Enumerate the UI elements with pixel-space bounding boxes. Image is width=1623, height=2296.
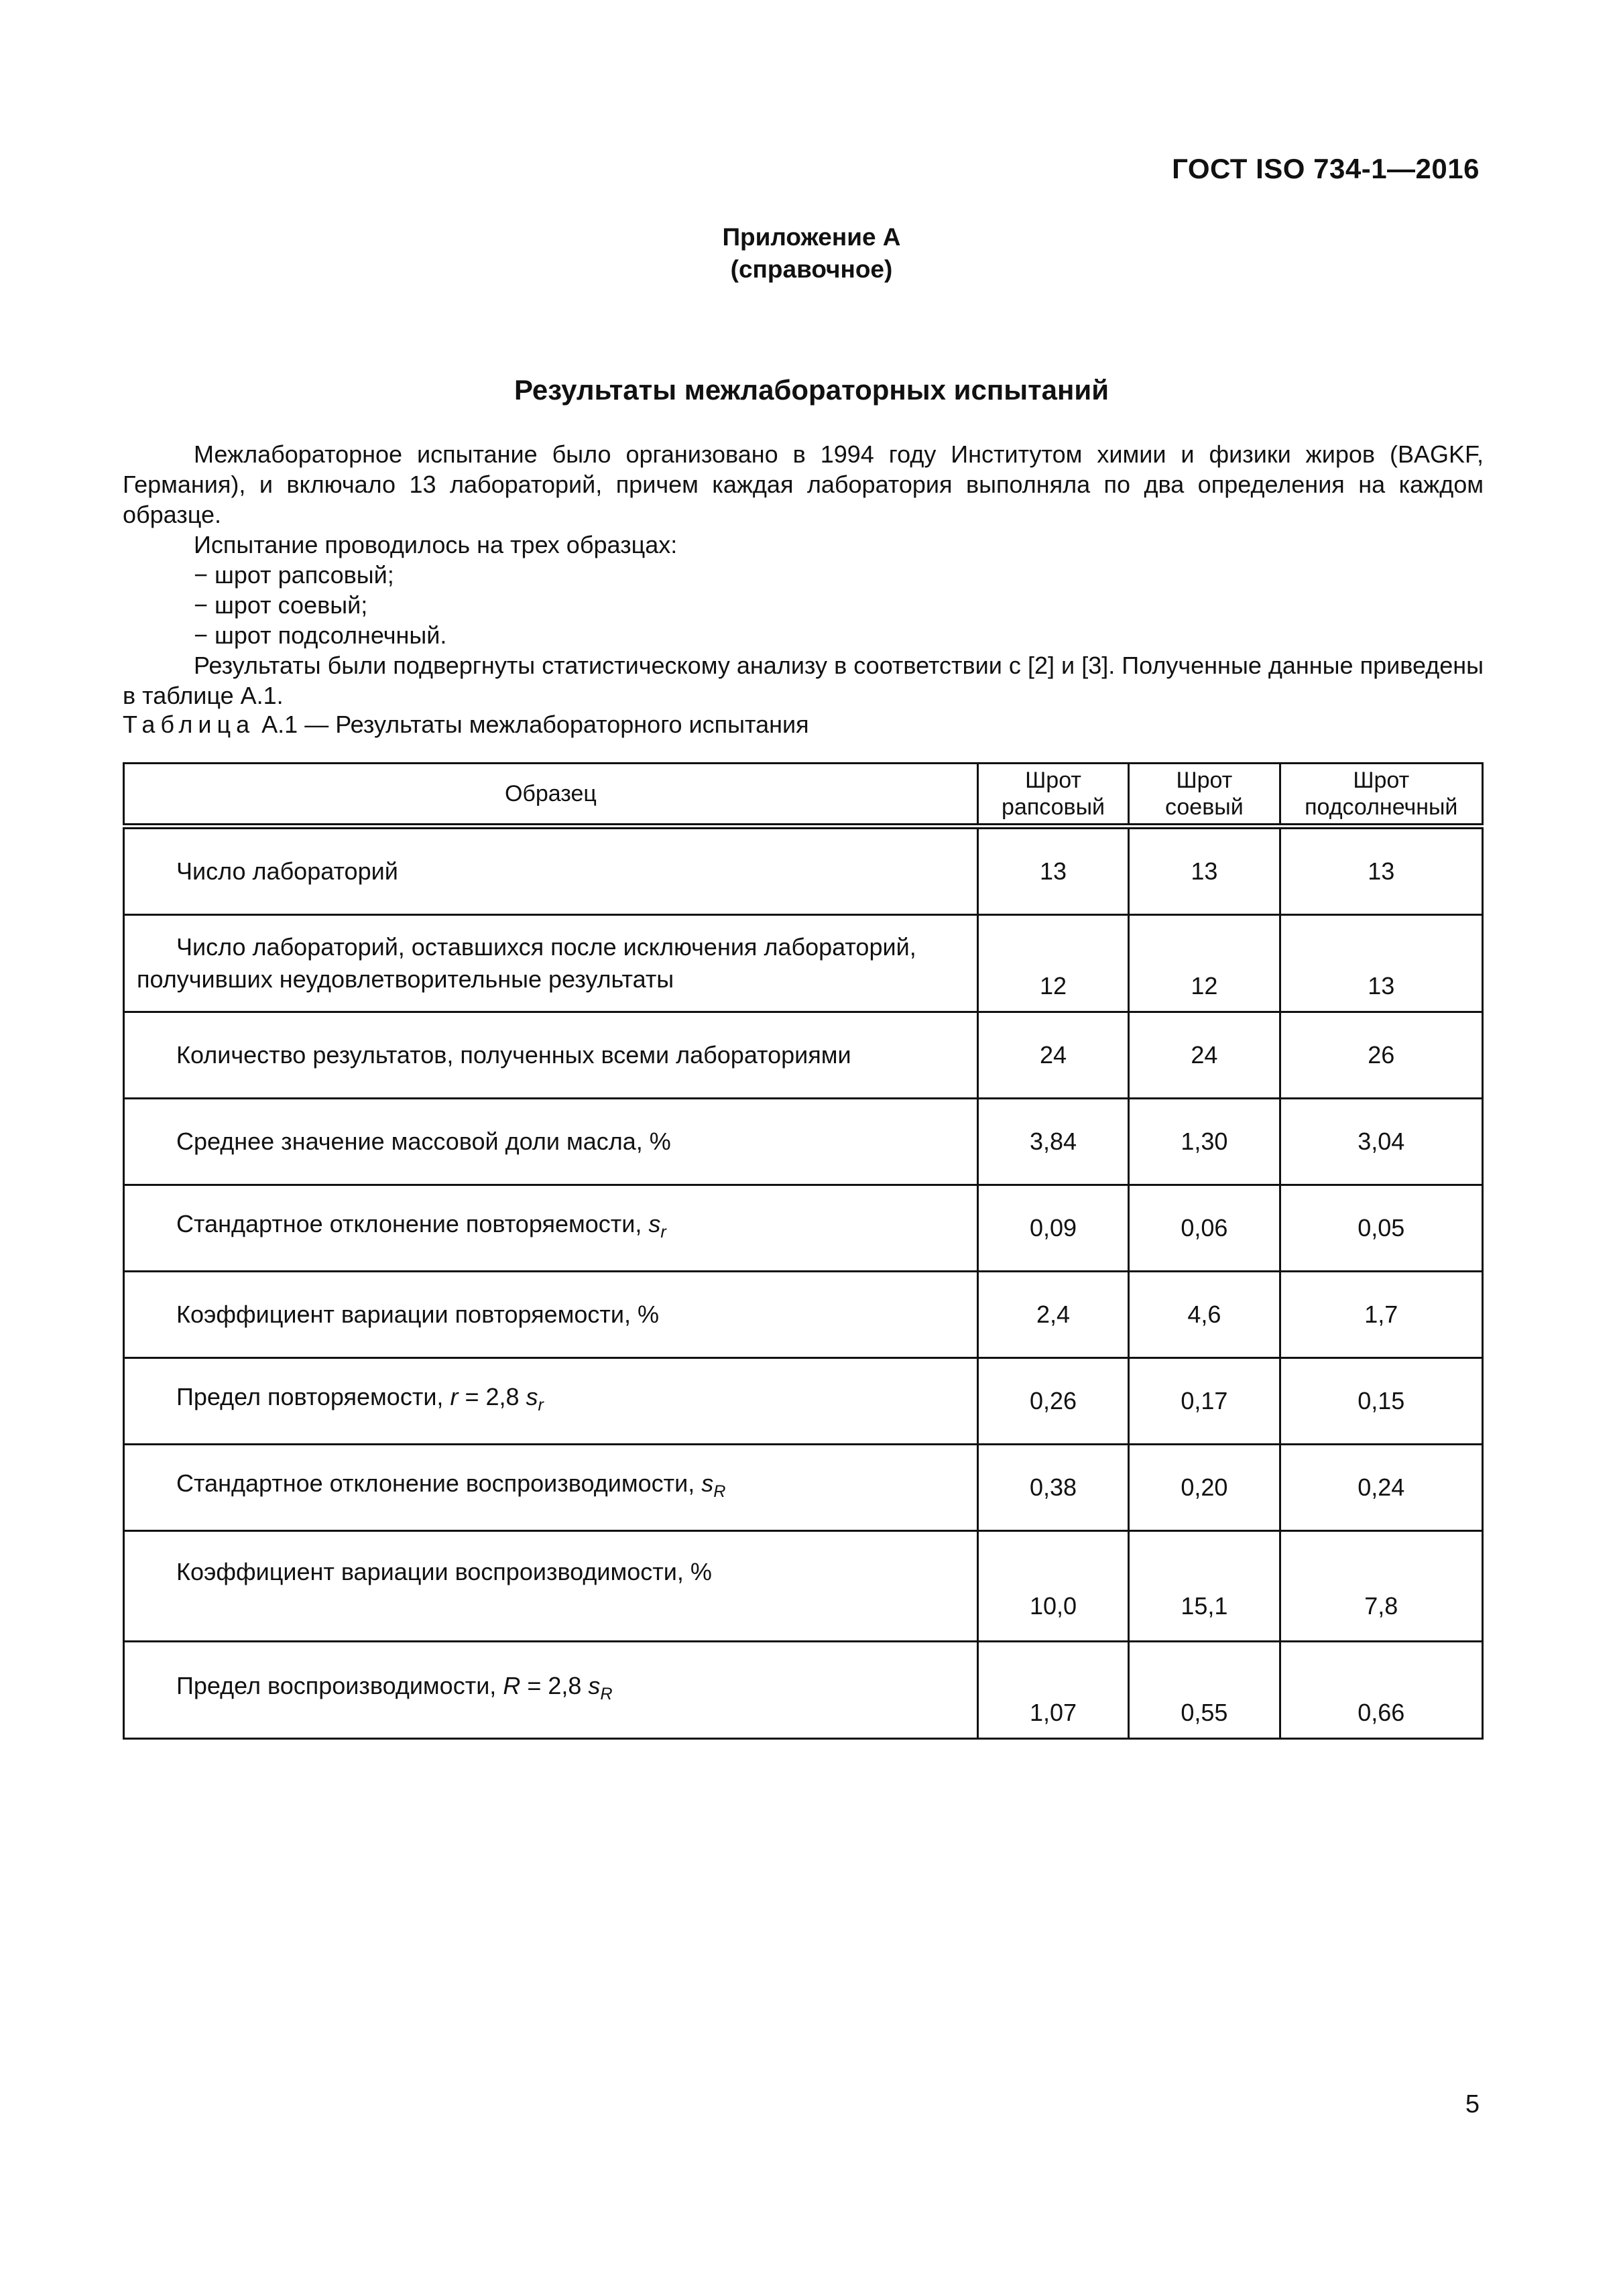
cell-value: 12: [977, 915, 1128, 1012]
cell-value: 13: [977, 827, 1128, 915]
intro-paragraph-1: Межлабораторное испытание было организовано в 1994 году Институтом химии и физики жиров (BAGKF, Германия), и включало 13 лабораторий, причем каждая лаборатория выполняла по два определения на каждом образце.: [123, 440, 1484, 528]
cell-value: 13: [1129, 827, 1280, 915]
page-number: 5: [1465, 2090, 1480, 2118]
row-label: Среднее значение массовой доли масла, %: [124, 1099, 978, 1185]
cell-value: 13: [1280, 915, 1482, 1012]
section-title: Результаты межлабораторных испытаний: [514, 374, 1109, 406]
cell-value: 3,84: [977, 1099, 1128, 1185]
header-soybean-meal: Шрот соевый: [1129, 764, 1280, 827]
annex-title: Приложение А: [722, 223, 901, 251]
cell-value: 10,0: [977, 1531, 1128, 1642]
cell-value: 12: [1129, 915, 1280, 1012]
cell-value: 0,55: [1129, 1642, 1280, 1739]
table-row: [124, 1012, 1483, 1099]
cell-value: 0,17: [1129, 1358, 1280, 1445]
row-label: Предел воспроизводимости, R = 2,8 $s_R$: [124, 1642, 978, 1739]
table-row: [124, 1445, 1483, 1531]
cell-value: 24: [1129, 1012, 1280, 1099]
cell-value: 0,05: [1280, 1185, 1482, 1272]
cell-value: 0,26: [977, 1358, 1128, 1445]
cell-value: 26: [1280, 1012, 1482, 1099]
table-row: [124, 915, 1483, 1012]
table-caption-text: А.1 — Результаты межлабораторного испытания: [255, 711, 809, 738]
sample-list-item: − шрот соевый;: [194, 591, 368, 619]
table-row: [124, 1272, 1483, 1358]
row-label: Стандартное отклонение повторяемости, $s_r$: [124, 1185, 978, 1272]
header-rapeseed-meal: Шрот рапсовый: [977, 764, 1128, 827]
table-row: [124, 1099, 1483, 1185]
table-row: [124, 1531, 1483, 1642]
cell-value: 0,06: [1129, 1185, 1280, 1272]
cell-value: 1,7: [1280, 1272, 1482, 1358]
table-row: [124, 1358, 1483, 1445]
table-row: [124, 1642, 1483, 1739]
row-label: Число лабораторий, оставшихся после исключения лабораторий, получивших неудовлетворительные результаты: [124, 915, 978, 1012]
cell-value: 0,20: [1129, 1445, 1280, 1531]
cell-value: 1,30: [1129, 1099, 1280, 1185]
cell-value: 4,6: [1129, 1272, 1280, 1358]
annex-heading: [0, 221, 1623, 286]
cell-value: 15,1: [1129, 1531, 1280, 1642]
cell-value: 0,15: [1280, 1358, 1482, 1445]
results-table: [123, 762, 1484, 1740]
intro-paragraph-2: Испытание проводилось на трех образцах:: [194, 531, 678, 558]
cell-value: 0,09: [977, 1185, 1128, 1272]
header-sample: Образец: [124, 764, 978, 827]
cell-value: 0,66: [1280, 1642, 1482, 1739]
intro-text: [123, 439, 1484, 711]
sample-list-item: − шрот рапсовый;: [194, 561, 394, 589]
row-label: Коэффициент вариации повторяемости, %: [124, 1272, 978, 1358]
table-caption-word: Таблица: [123, 711, 255, 738]
cell-value: 7,8: [1280, 1531, 1482, 1642]
cell-value: 1,07: [977, 1642, 1128, 1739]
cell-value: 0,24: [1280, 1445, 1482, 1531]
sample-list-item: − шрот подсолнечный.: [194, 621, 447, 649]
document-code: ГОСТ ISO 734-1—2016: [1172, 153, 1480, 184]
annex-status: (справочное): [730, 255, 893, 283]
cell-value: 0,38: [977, 1445, 1128, 1531]
header-sunflower-meal: Шрот подсолнечный: [1280, 764, 1482, 827]
table-caption: [123, 711, 809, 739]
row-label: Предел повторяемости, r = 2,8 $s_r$: [124, 1358, 978, 1445]
table-row: [124, 827, 1483, 915]
row-label: Коэффициент вариации воспроизводимости, %: [124, 1531, 978, 1642]
row-label: Стандартное отклонение воспроизводимости, $s_R$: [124, 1445, 978, 1531]
table-row: [124, 1185, 1483, 1272]
cell-value: 13: [1280, 827, 1482, 915]
cell-value: 24: [977, 1012, 1128, 1099]
table-header-row: [124, 764, 1483, 827]
row-label: Количество результатов, полученных всеми лабораториями: [124, 1012, 978, 1099]
cell-value: 2,4: [977, 1272, 1128, 1358]
intro-paragraph-3: Результаты были подвергнуты статистическому анализу в соответствии с [2] и [3]. Полученные данные приведены в таблице А.1.: [123, 652, 1484, 709]
cell-value: 3,04: [1280, 1099, 1482, 1185]
row-label: Число лабораторий: [124, 827, 978, 915]
